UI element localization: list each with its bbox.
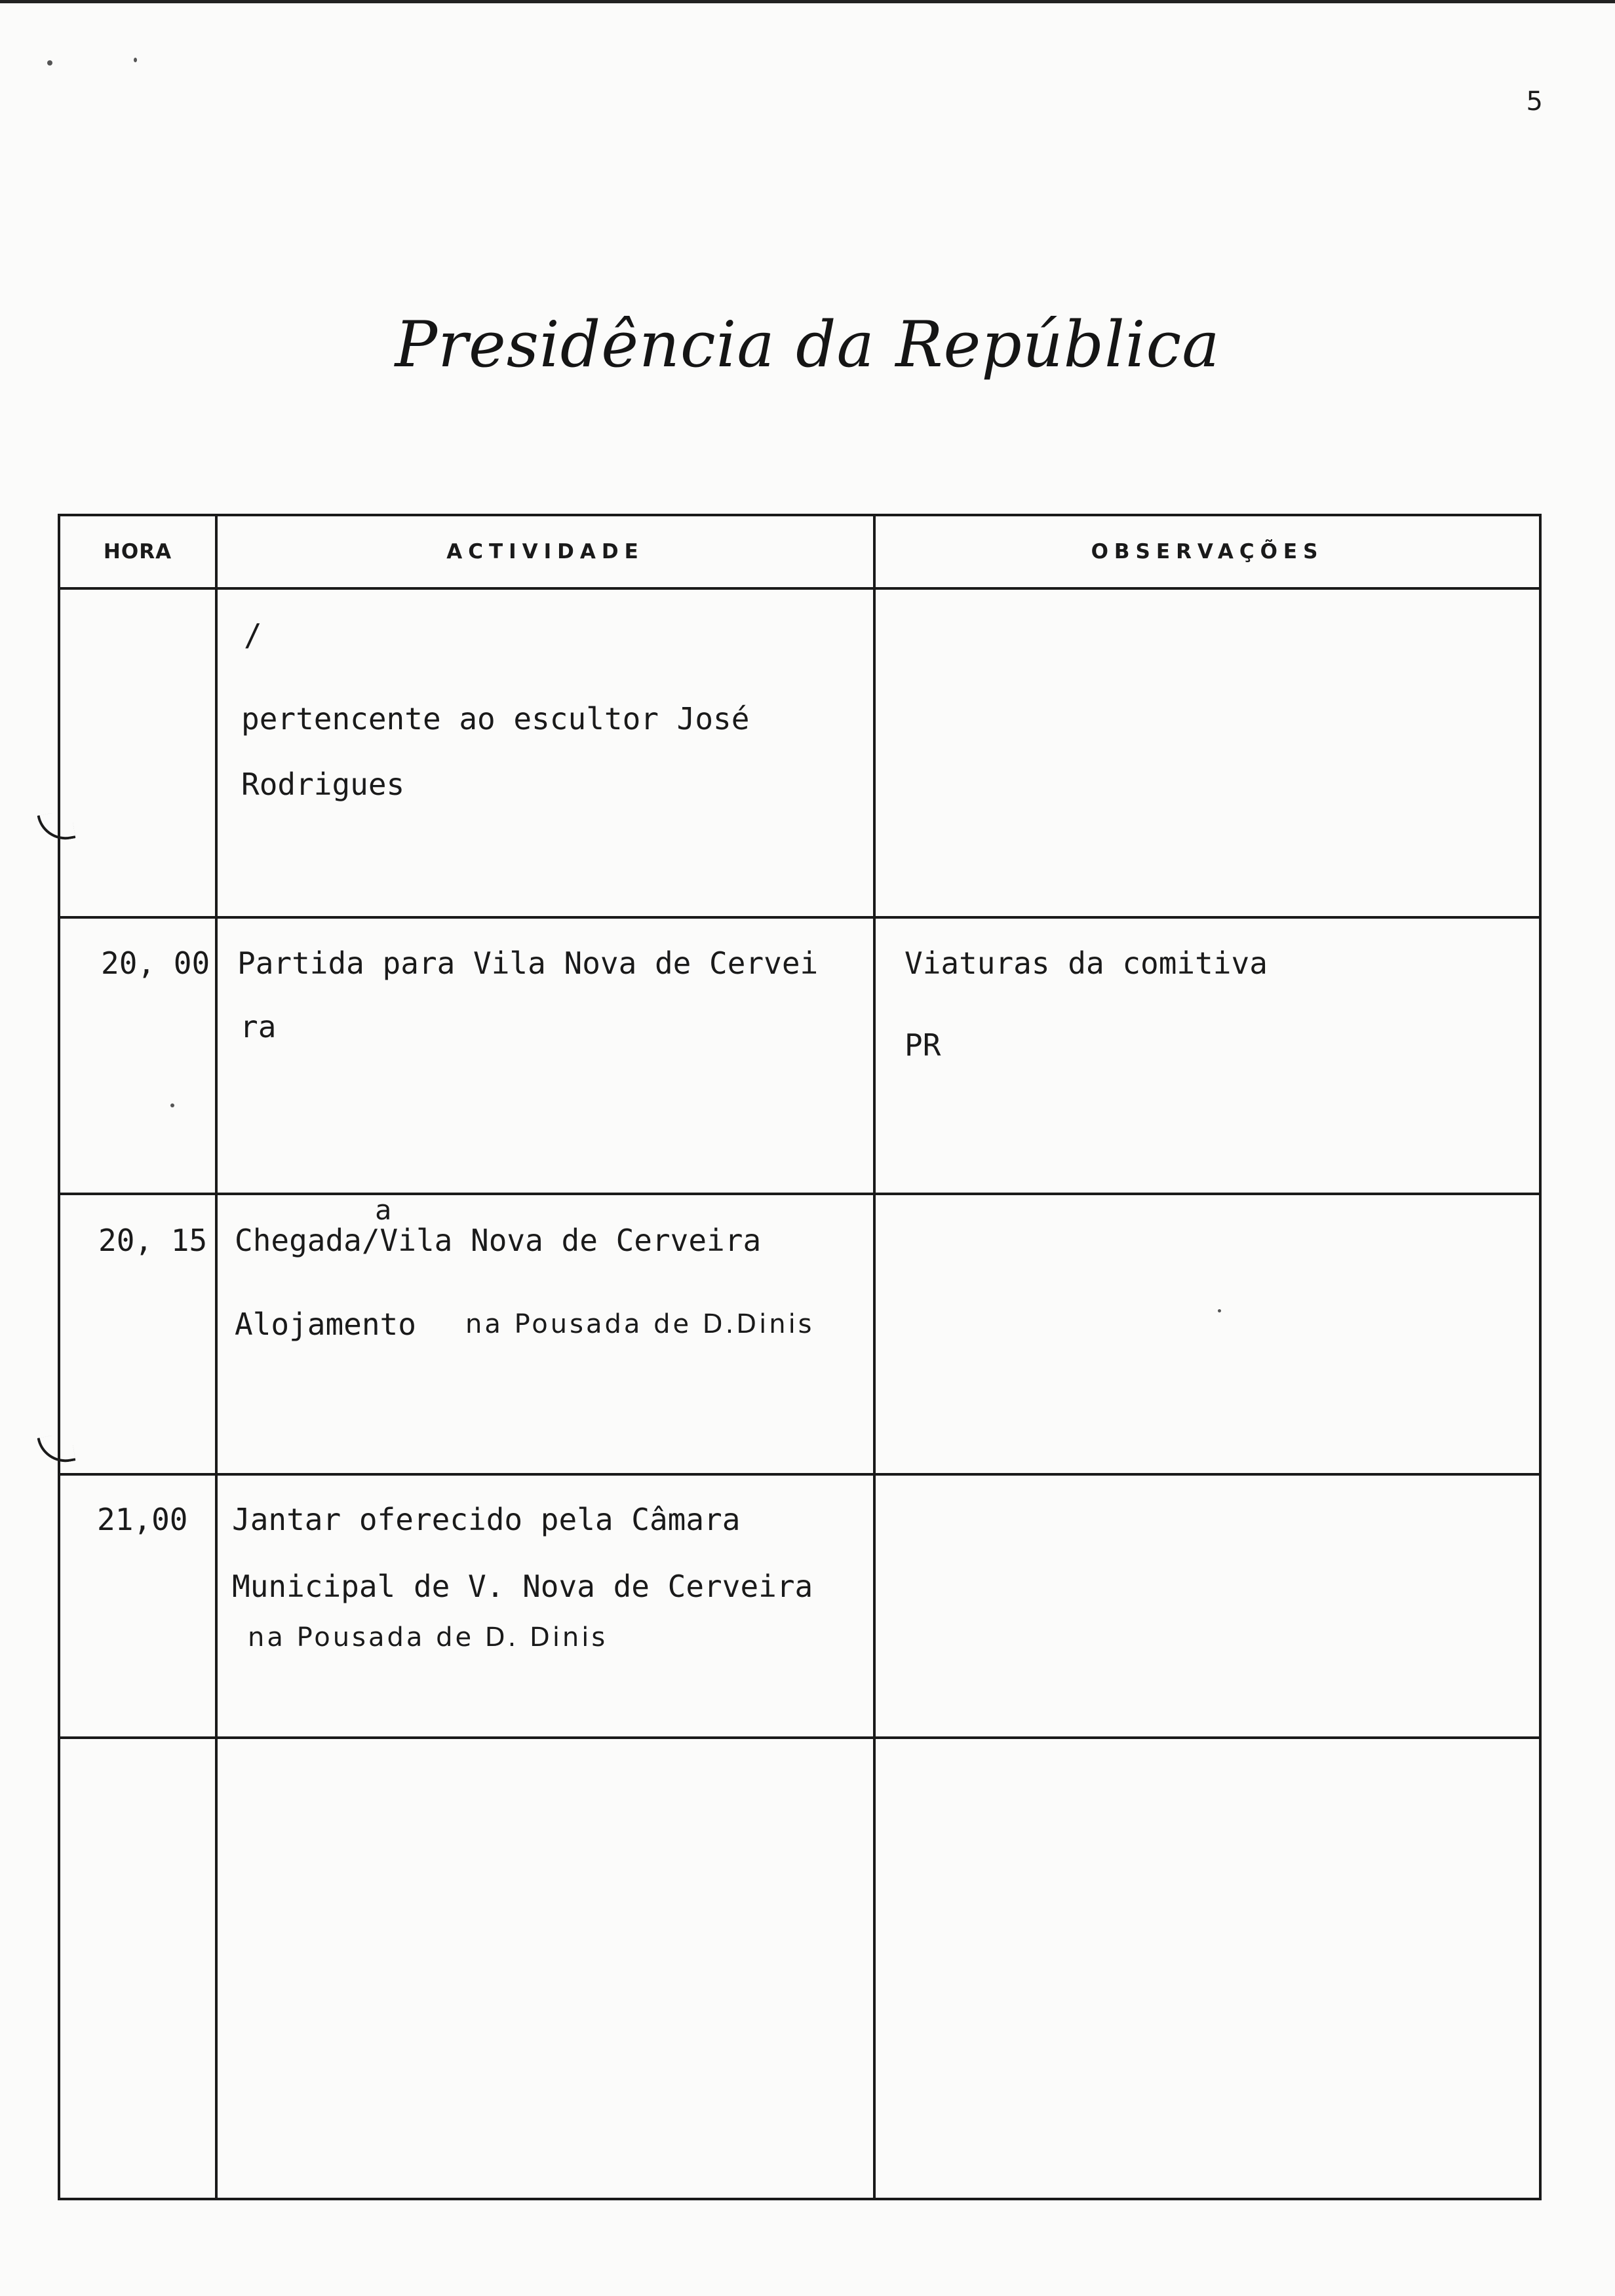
activity-line: Partida para Vila Nova de Cervei — [237, 946, 819, 981]
activity-line: pertencente ao escultor José — [241, 701, 750, 737]
header-divider — [58, 587, 1542, 590]
header-observacoes: OBSERVAÇÕES — [1091, 540, 1324, 564]
row-divider-4 — [58, 1736, 1542, 1739]
header-hora: HORA — [103, 540, 172, 564]
activity-line: Chegada/Vila Nova de Cerveira — [235, 1223, 762, 1258]
activity-line: Rodrigues — [241, 767, 405, 802]
row-divider-3 — [58, 1473, 1542, 1476]
scan-speck — [170, 1103, 174, 1107]
header-actividade: ACTIVIDADE — [446, 540, 644, 564]
activity-line: na Pousada de D. Dinis — [248, 1622, 608, 1653]
page-number: 5 — [1526, 86, 1543, 117]
activity-line: / — [244, 617, 262, 653]
observation-line: PR — [905, 1027, 941, 1063]
row-divider-2 — [58, 1193, 1542, 1195]
activity-line: na Pousada de D.Dinis — [465, 1309, 815, 1339]
column-divider-hora — [215, 514, 218, 2200]
activity-line: ra — [240, 1009, 277, 1044]
time-cell: 21,00 — [97, 1502, 188, 1537]
activity-line: Jantar oferecido pela Câmara — [232, 1502, 741, 1537]
column-divider-actividade — [873, 514, 876, 2200]
scan-speck — [134, 58, 137, 62]
observation-line: Viaturas da comitiva — [905, 946, 1268, 981]
binding-mark — [37, 810, 76, 844]
activity-superscript: a — [375, 1194, 392, 1226]
time-cell: 20, 15 — [98, 1223, 208, 1258]
letterhead-title: Presidência da República — [395, 308, 1220, 381]
scan-speck — [1218, 1309, 1221, 1312]
activity-line: Alojamento — [235, 1307, 416, 1342]
top-edge-rule — [0, 0, 1615, 3]
binding-mark — [37, 1432, 76, 1466]
row-divider-1 — [58, 916, 1542, 919]
time-cell: 20, 00 — [101, 946, 210, 981]
activity-line: Municipal de V. Nova de Cerveira — [232, 1569, 813, 1604]
scan-speck — [47, 60, 52, 66]
